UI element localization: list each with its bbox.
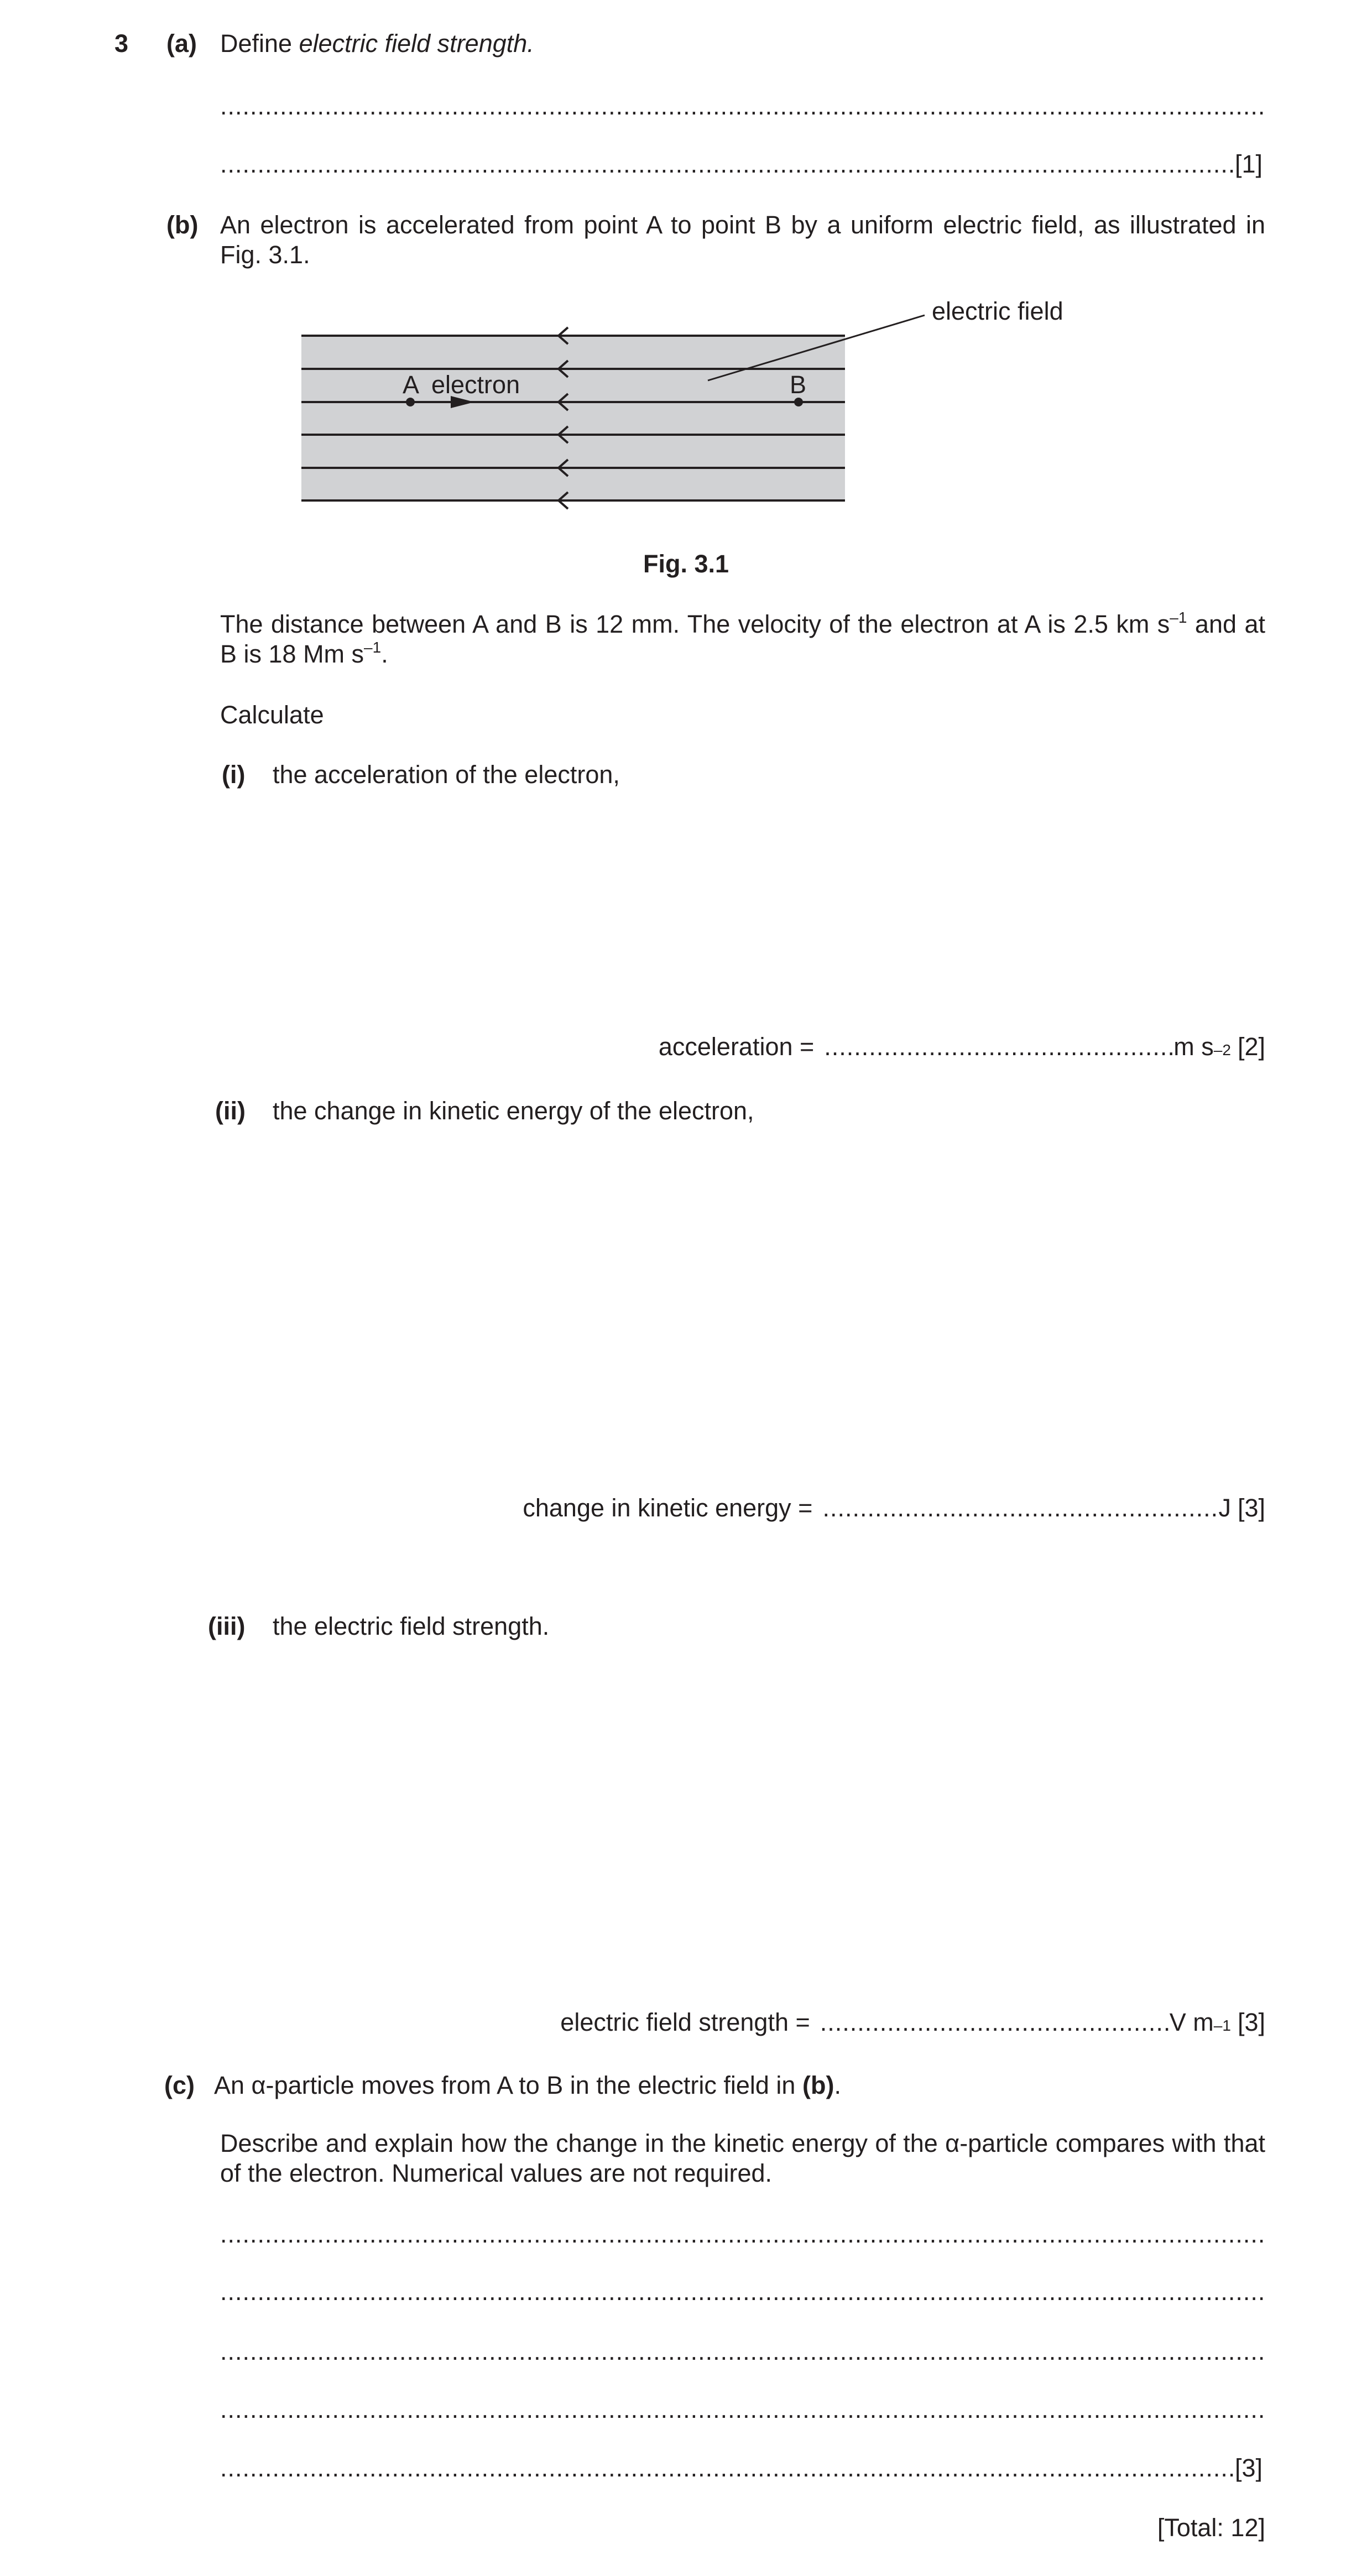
given-sup-2: –1 [364, 639, 382, 656]
mark-b-i: [2] [1237, 1033, 1265, 1061]
acceleration-input[interactable] [824, 1032, 1173, 1062]
part-b-ii-text: the change in kinetic energy of the electron, [273, 1097, 754, 1125]
mark-c: [3] [1235, 2454, 1263, 2482]
total-marks: [Total: 12] [1157, 2514, 1265, 2542]
part-b-iii-label: (iii) [208, 1612, 246, 1640]
part-b-iii-text: the electric field strength. [273, 1612, 550, 1640]
part-c-question [214, 2071, 841, 2100]
part-a-text: Define [220, 29, 299, 58]
answer-line-c-5[interactable] [220, 2453, 1233, 2483]
answer-kinetic-energy [523, 1493, 1265, 1523]
part-c-label: (c) [164, 2071, 195, 2099]
figure-caption: Fig. 3.1 [643, 550, 729, 578]
kinetic-energy-unit: J [1218, 1494, 1231, 1522]
field-region [301, 336, 845, 501]
question-number: 3 [114, 29, 129, 58]
acceleration-label: acceleration = [658, 1033, 815, 1061]
given-data [220, 609, 1265, 669]
answer-line-c-1[interactable] [220, 2219, 1265, 2249]
calculate-instruction: Calculate [220, 701, 324, 729]
part-b-label: (b) [166, 211, 199, 239]
part-b-ii-label: (ii) [215, 1097, 246, 1125]
field-strength-unit: V m [1169, 2008, 1214, 2036]
answer-acceleration: acceleration = ..... m s –2 [2] [659, 1032, 1265, 1062]
field-strength-input[interactable] [820, 2007, 1170, 2037]
answer-line-c-3[interactable] [220, 2337, 1265, 2366]
mark-b-iii: [3] [1237, 2008, 1265, 2036]
part-c-describe: Describe and explain how the change in the kinetic energy of the α-particle compares with that of the electron. Numerical values are not required. [220, 2129, 1265, 2187]
given-text-2: and at B is 18 Mm s [220, 610, 1265, 668]
part-b-intro: An electron is accelerated from point A to point B by a uniform electric field, as illustrated in Fig. 3.1. [220, 211, 1265, 269]
given-text-1: The distance between A and B is 12 mm. The velocity of the electron at A is 2.5 km s [220, 610, 1170, 638]
point-a-label: A [403, 371, 420, 399]
given-text-3: . [381, 640, 388, 668]
mark-b-ii: [3] [1237, 1494, 1265, 1522]
point-b-label: B [790, 371, 807, 399]
part-c-ref: (b) [802, 2071, 834, 2099]
figure-3-1 [0, 0, 1372, 553]
part-c-suffix: . [834, 2071, 841, 2099]
field-label: electric field [932, 297, 1063, 325]
answer-line-c-4[interactable] [220, 2395, 1265, 2424]
part-c-text: An α-particle moves from A to B in the electric field in [214, 2071, 802, 2099]
field-strength-label: electric field strength = [560, 2008, 810, 2036]
part-b-i-text: the acceleration of the electron, [273, 760, 620, 789]
kinetic-energy-label: change in kinetic energy = [523, 1494, 813, 1522]
part-a-term: electric field strength. [299, 29, 534, 58]
electron-label: electron [431, 371, 520, 399]
acceleration-unit: m s [1173, 1033, 1214, 1061]
answer-line-c-2[interactable] [220, 2277, 1265, 2307]
given-sup-1: –1 [1170, 609, 1187, 626]
part-b-i-label: (i) [222, 760, 246, 789]
answer-field-strength: electric field strength = ..... V m –1 [3] [560, 2007, 1265, 2037]
mark-a: [1] [1235, 150, 1263, 178]
part-a-label: (a) [166, 29, 197, 58]
kinetic-energy-input[interactable] [822, 1493, 1218, 1523]
